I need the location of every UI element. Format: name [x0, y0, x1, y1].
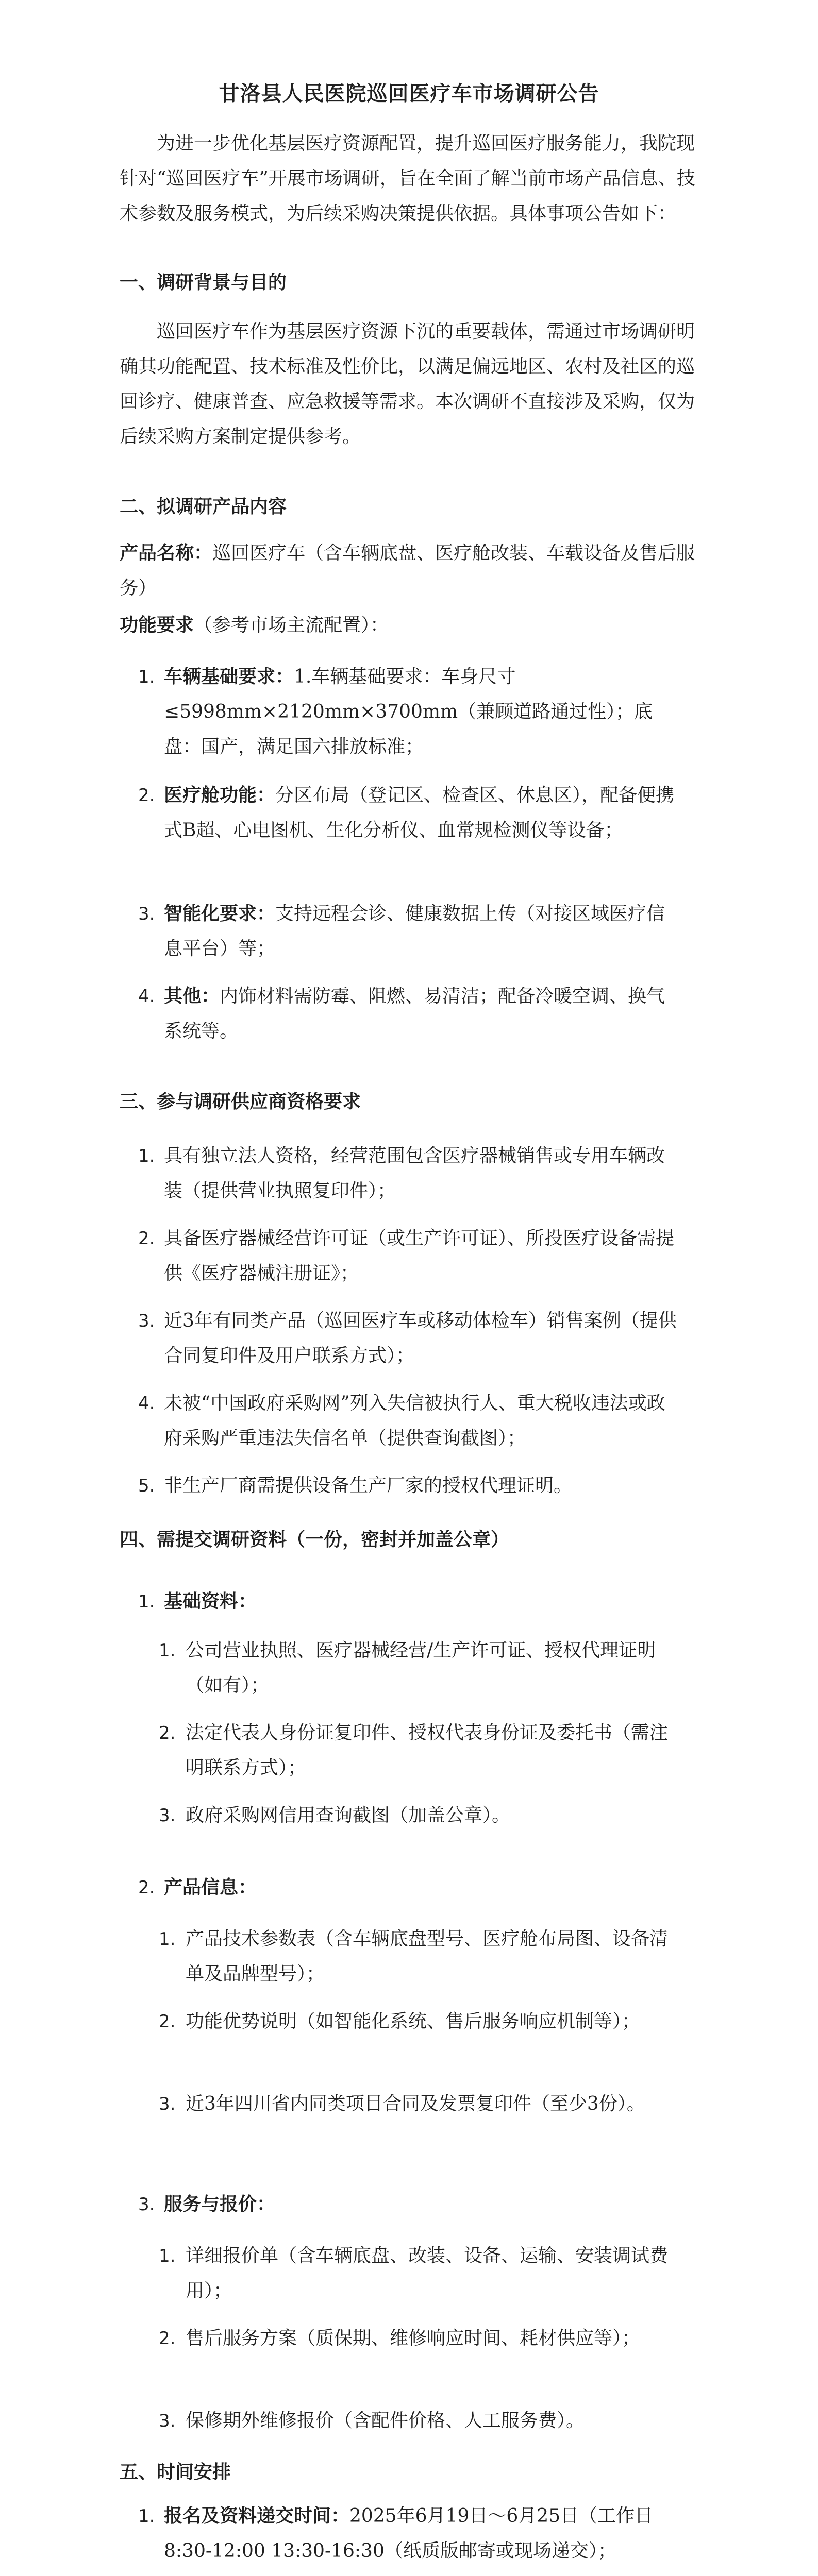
s4-g2-item-3: 近3年四川省内同类项目合同及发票复印件（至少3份）。 — [186, 2093, 645, 2114]
s4-g1-item-2: 法定代表人身份证复印件、授权代表身份证及委托书（需注明联系方式）； — [186, 1722, 669, 1778]
s3-item-1-number: 1. — [138, 1146, 155, 1166]
s2-item-1-label: 车辆基础要求： — [164, 666, 294, 687]
s4-g3-item-2: 售后服务方案（质保期、维修响应时间、耗材供应等）； — [186, 2328, 641, 2349]
section-2-heading: 二、拟调研产品内容 — [120, 496, 287, 517]
product-name-label: 产品名称： — [120, 543, 213, 564]
s2-item-3-text: 支持远程会诊、健康数据上传（对接区域医疗信息平台）等； — [164, 903, 665, 959]
section-4-heading: 四、需提交调研资料（一份，密封并加盖公章） — [120, 1529, 510, 1550]
s4-g3-item-1: 详细报价单（含车辆底盘、改装、设备、运输、安装调试费用）； — [186, 2245, 669, 2301]
s3-item-5-number: 5. — [138, 1476, 155, 1496]
s5-item-1-label: 报名及资料递交时间： — [164, 2505, 350, 2527]
section-5-heading: 五、时间安排 — [120, 2462, 231, 2483]
s3-item-2-number: 2. — [138, 1228, 155, 1249]
section-1-heading: 一、调研背景与目的 — [120, 272, 287, 293]
s2-item-3-number: 3. — [138, 904, 155, 924]
s2-item-4-text: 内饰材料需防霉、阻燃、易清洁；配备冷暖空调、换气系统等。 — [164, 986, 665, 1042]
s4-g2-item-3-number: 3. — [159, 2094, 176, 2114]
s4-group-3-title: 服务与报价： — [164, 2194, 276, 2215]
s3-item-4-number: 4. — [138, 1393, 155, 1414]
s3-item-4: 未被“中国政府采购网”列入失信被执行人、重大税收违法或政府采购严重违法失信名单（提供查询截图）； — [164, 1393, 665, 1449]
s2-item-2-text: 分区布局（登记区、检查区、休息区），配备便携式B超、心电图机、生化分析仪、血常规检测仪等设备； — [164, 785, 675, 841]
s4-group-2-title: 产品信息： — [164, 1877, 257, 1898]
s4-g2-item-1-number: 1. — [159, 1929, 176, 1950]
s3-item-2: 具备医疗器械经营许可证（或生产许可证）、所投医疗设备需提供《医疗器械注册证》； — [164, 1228, 675, 1284]
intro-paragraph: 为进一步优化基层医疗资源配置，提升巡回医疗服务能力，我院现针对“巡回医疗车”开展市场调研，旨在全面了解当前市场产品信息、技术参数及服务模式，为后续采购决策提供依据。具体事项公告如下： — [120, 133, 695, 224]
s2-item-other — [164, 979, 679, 1049]
s4-g3-item-2-number: 2. — [159, 2328, 176, 2349]
s5-item-1-number: 1. — [138, 2506, 155, 2527]
s2-item-4-number: 4. — [138, 986, 155, 1007]
s4-g1-item-3-number: 3. — [159, 1805, 176, 1826]
function-requirement-label: 功能要求 — [120, 615, 194, 636]
s2-item-1-number: 1. — [138, 667, 155, 687]
s2-item-3-label: 智能化要求： — [164, 903, 276, 924]
product-name-value: 巡回医疗车（含车辆底盘、医疗舱改装、车载设备及售后服务） — [120, 543, 695, 599]
s5-item-registration — [164, 2499, 679, 2569]
s4-g3-item-3: 保修期外维修报价（含配件价格、人工服务费）。 — [186, 2410, 585, 2431]
s4-g3-item-3-number: 3. — [159, 2411, 176, 2431]
s2-item-4-label: 其他： — [164, 986, 220, 1007]
s4-group-1-number: 1. — [138, 1591, 155, 1612]
s4-g1-item-3: 政府采购网信用查询截图（加盖公章）。 — [186, 1805, 511, 1826]
s4-g1-item-1: 公司营业执照、医疗器械经营/生产许可证、授权代理证明（如有）； — [186, 1640, 656, 1696]
s3-item-3-number: 3. — [138, 1311, 155, 1331]
product-name-line — [120, 536, 697, 606]
s2-item-2-number: 2. — [138, 785, 155, 806]
s2-item-vehicle — [164, 659, 679, 765]
s4-group-1-title: 基础资料： — [164, 1591, 257, 1612]
s3-item-1: 具有独立法人资格，经营范围包含医疗器械销售或专用车辆改装（提供营业执照复印件）； — [164, 1145, 665, 1201]
document-title: 甘洛县人民医院巡回医疗车市场调研公告 — [219, 82, 599, 106]
section-3-heading: 三、参与调研供应商资格要求 — [120, 1091, 361, 1112]
s2-item-2-label: 医疗舱功能： — [164, 785, 276, 806]
s2-item-1-text: 1.车辆基础要求：车身尺寸≤5998mm×2120mm×3700mm（兼顾道路通过性）；底盘：国产，满足国六排放标准； — [164, 666, 653, 757]
section-1-body: 巡回医疗车作为基层医疗资源下沉的重要载体，需通过市场调研明确其功能配置、技术标准及性价比，以满足偏远地区、农村及社区的巡回诊疗、健康普查、应急救援等需求。本次调研不直接涉及采购，仅为后续采购方案制定提供参考。 — [120, 321, 695, 447]
s5-item-1-text: 2025年6月19日～6月25日（工作日8:30-12:00 13:30-16:30（纸质版邮寄或现场递交）； — [164, 2505, 654, 2562]
s4-g3-item-1-number: 1. — [159, 2246, 176, 2266]
s3-item-5: 非生产厂商需提供设备生产厂家的授权代理证明。 — [164, 1475, 573, 1496]
s2-item-intelligent — [164, 896, 679, 967]
s4-g1-item-2-number: 2. — [159, 1723, 176, 1743]
s2-item-medical-cabin — [164, 778, 679, 848]
function-requirement-line — [120, 608, 697, 643]
s4-g2-item-2: 功能优势说明（如智能化系统、售后服务响应机制等）； — [186, 2011, 641, 2032]
s4-g2-item-2-number: 2. — [159, 2011, 176, 2032]
s3-item-3: 近3年有同类产品（巡回医疗车或移动体检车）销售案例（提供合同复印件及用户联系方式）； — [164, 1310, 677, 1366]
function-requirement-note: （参考市场主流配置）： — [194, 615, 389, 636]
s4-g2-item-1: 产品技术参数表（含车辆底盘型号、医疗舱布局图、设备清单及品牌型号）； — [186, 1928, 669, 1985]
s4-g1-item-1-number: 1. — [159, 1640, 176, 1661]
s4-group-3-number: 3. — [138, 2194, 155, 2215]
s4-group-2-number: 2. — [138, 1877, 155, 1898]
